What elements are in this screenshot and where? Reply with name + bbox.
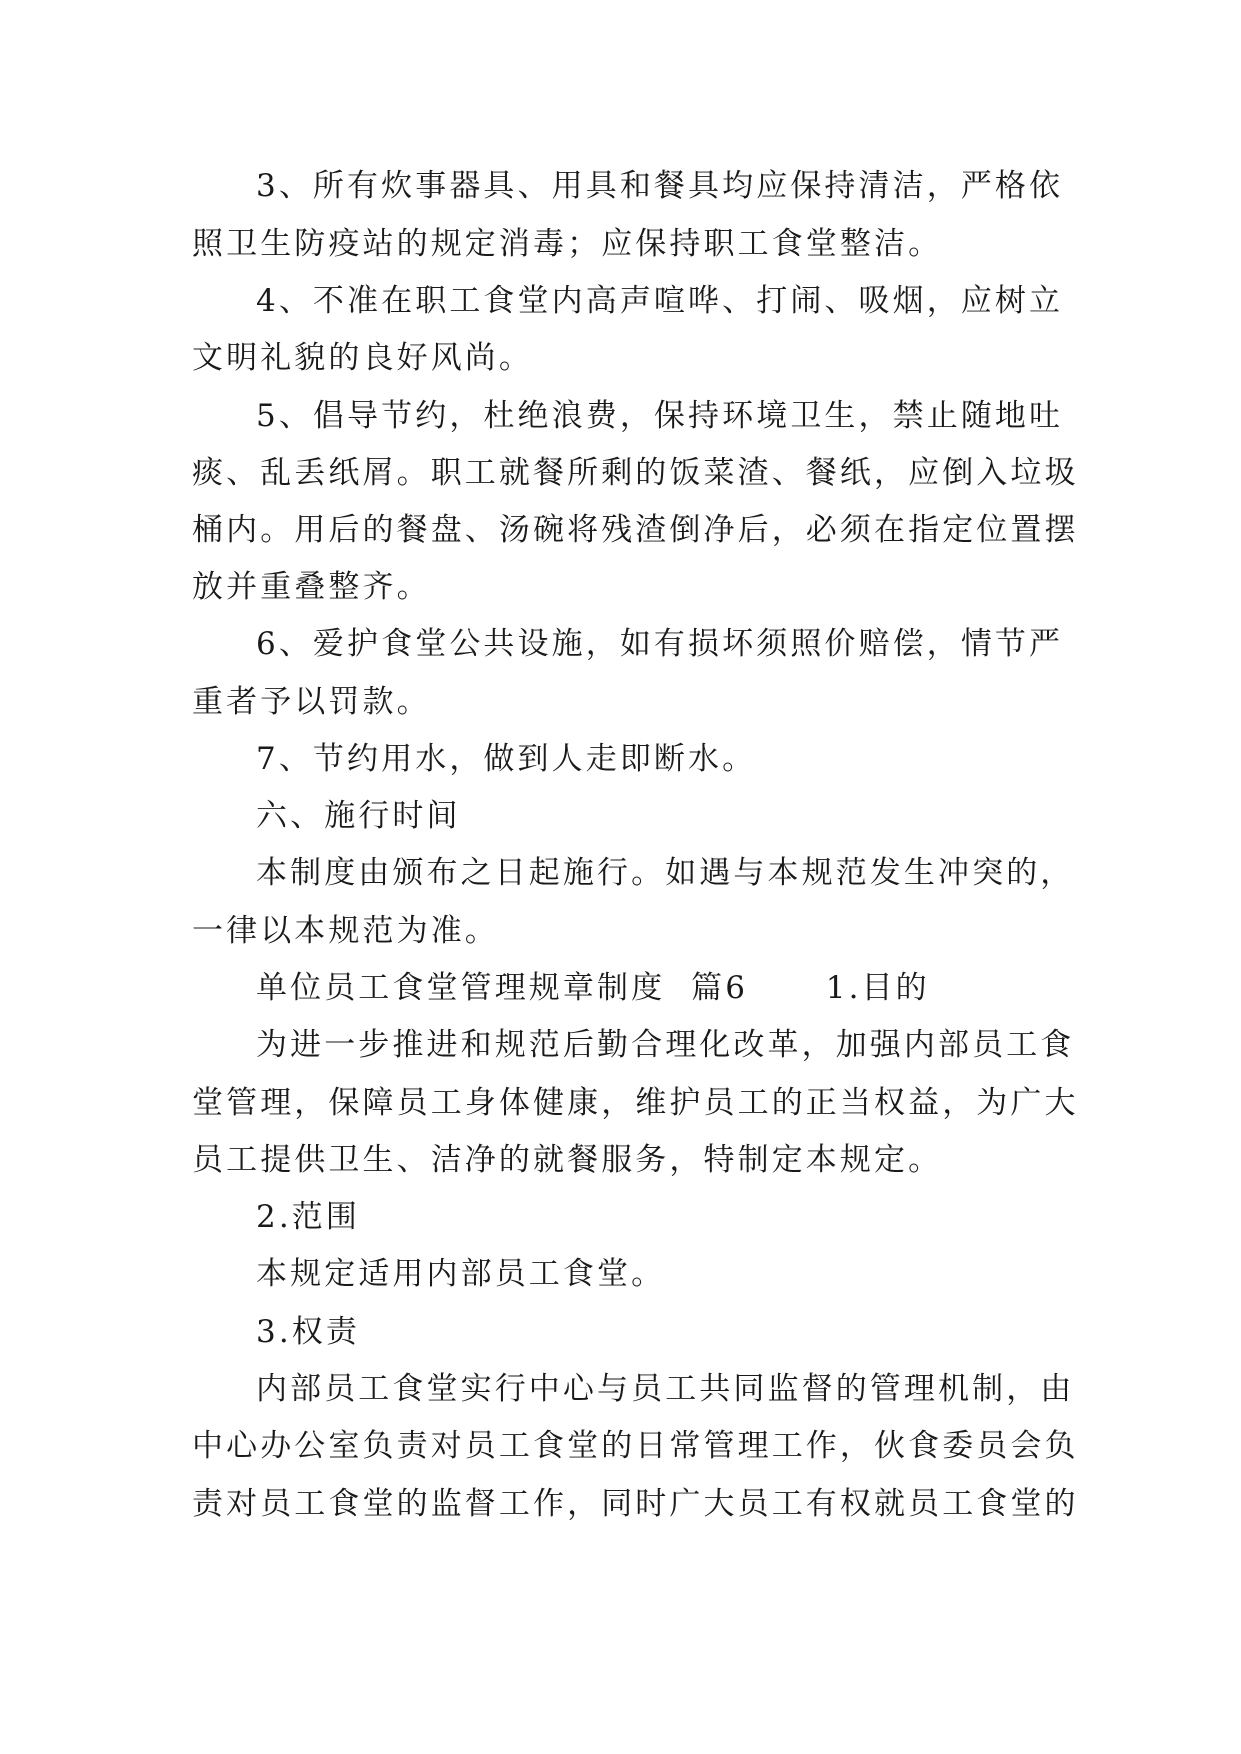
text-line: 重者予以罚款。	[192, 684, 431, 720]
text-line: 一律以本规范为准。	[192, 913, 499, 949]
section-heading: 六、施行时间	[256, 798, 461, 834]
section-heading: 单位员工食堂管理规章制度 篇6 1.目的	[256, 970, 930, 1006]
text-line: 本规定适用内部员工食堂。	[256, 1256, 666, 1292]
text-line: 桶内。用后的餐盘、汤碗将残渣倒净后，必须在指定位置摆	[192, 512, 1079, 548]
text-line: 5、倡导节约，杜绝浪费，保持环境卫生，禁止随地吐	[256, 398, 1064, 434]
text-line: 为进一步推进和规范后勤合理化改革，加强内部员工食	[256, 1027, 1075, 1063]
text-line: 3、所有炊事器具、用具和餐具均应保持清洁，严格依	[256, 168, 1064, 204]
section-heading: 3.权责	[256, 1314, 360, 1350]
text-line: 照卫生防疫站的规定消毒；应保持职工食堂整洁。	[192, 226, 943, 262]
text-line: 文明礼貌的良好风尚。	[192, 340, 533, 376]
text-line: 6、爱护食堂公共设施，如有损坏须照价赔偿，情节严	[256, 626, 1064, 662]
text-line: 员工提供卫生、洁净的就餐服务，特制定本规定。	[192, 1142, 943, 1178]
section-heading: 2.范围	[256, 1199, 360, 1235]
text-line: 7、节约用水，做到人走即断水。	[256, 741, 757, 777]
text-line: 本制度由颁布之日起施行。如遇与本规范发生冲突的，	[256, 855, 1075, 891]
text-line: 放并重叠整齐。	[192, 569, 431, 605]
text-line: 堂管理，保障员工身体健康，维护员工的正当权益，为广大	[192, 1085, 1079, 1121]
text-line: 痰、乱丢纸屑。职工就餐所剩的饭菜渣、餐纸，应倒入垃圾	[192, 455, 1079, 491]
text-line: 责对员工食堂的监督工作，同时广大员工有权就员工食堂的	[192, 1486, 1079, 1522]
text-line: 4、不准在职工食堂内高声喧哗、打闹、吸烟，应树立	[256, 283, 1064, 319]
text-line: 内部员工食堂实行中心与员工共同监督的管理机制，由	[256, 1371, 1075, 1407]
text-line: 中心办公室负责对员工食堂的日常管理工作，伙食委员会负	[192, 1428, 1079, 1464]
